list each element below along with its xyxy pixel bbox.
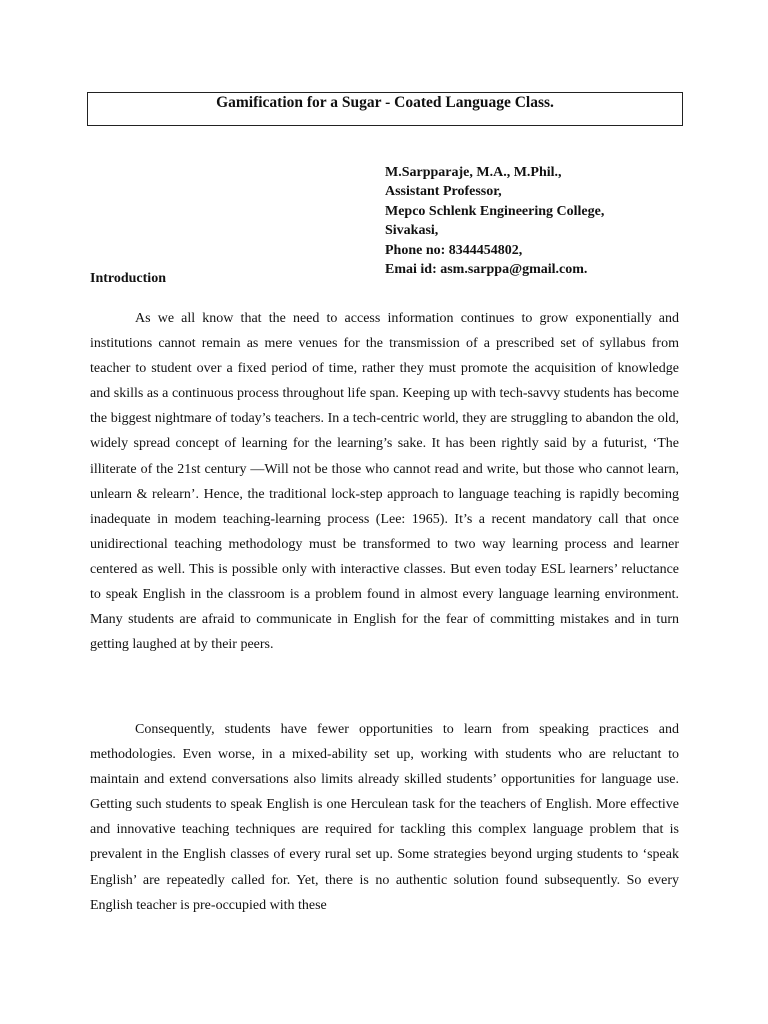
author-name: M.Sarpparaje, M.A., M.Phil., (385, 165, 562, 180)
author-city: Sivakasi, (385, 223, 439, 239)
author-institution: Mepco Schlenk Engineering College, (385, 203, 605, 219)
author-position: Assistant Professor, (385, 184, 502, 200)
paragraph: As we all know that the need to access information continues to grow exponentially and institutions cannot remain as mere venues for the transmission of a prescribed set of syllabus from teacher to student over a fixed period of time, rather they must promote the acquisition of knowledge and skills as a continuous process throughout life span. Keeping up with tech-savvy students has become the biggest nightmare of today’s teachers. In a tech-centric world, they are struggling to abandon the old, widely spread concept of learning for the learning’s sake. It has been rightly said by a futurist, ‘The illiterate of the 21st century —Will not be those who cannot read and write, but those who cannot learn, unlearn & relearn’. Hence, the traditional lock-step approach to language teaching is rapidly becoming inadequate in modem teaching-learning process (Lee: 1965). It’s a recent mandatory call that once unidirectional teaching methodology must be transformed to two way learning process and learner centered as well. This is possible only with interactive classes. But even today ESL learners’ reluctance to speak English in the classroom is a problem found in almost every language learning environment. Many students are afraid to communicate in English for the fear of committing mistakes and in turn getting laughed at by their peers. (90, 311, 679, 653)
author-email: Emai id: asm.sarppa@gmail.com. (385, 262, 588, 278)
author-block (385, 163, 604, 279)
section-heading-introduction: Introduction (90, 271, 166, 286)
title-box (87, 92, 683, 126)
paragraph: Consequently, students have fewer opportunities to learn from speaking practices and methodologies. Even worse, in a mixed-ability set up, working with students who are reluctant to maintain and extend conversations also limits already skilled students’ opportunities for language use. Getting such students to speak English is one Herculean task for the teachers of English. More effective and innovative teaching techniques are required for tackling this complex language problem that is prevalent in the English classes of every rural set up. Some strategies beyond urging students to ‘speak English’ are repeatedly called for. Yet, there is no authentic solution found subsequently. So every English teacher is pre-occupied with these (90, 722, 679, 913)
author-phone: Phone no: 8344454802, (385, 242, 523, 258)
document-title: Gamification for a Sugar - Coated Language Class. (216, 94, 554, 112)
